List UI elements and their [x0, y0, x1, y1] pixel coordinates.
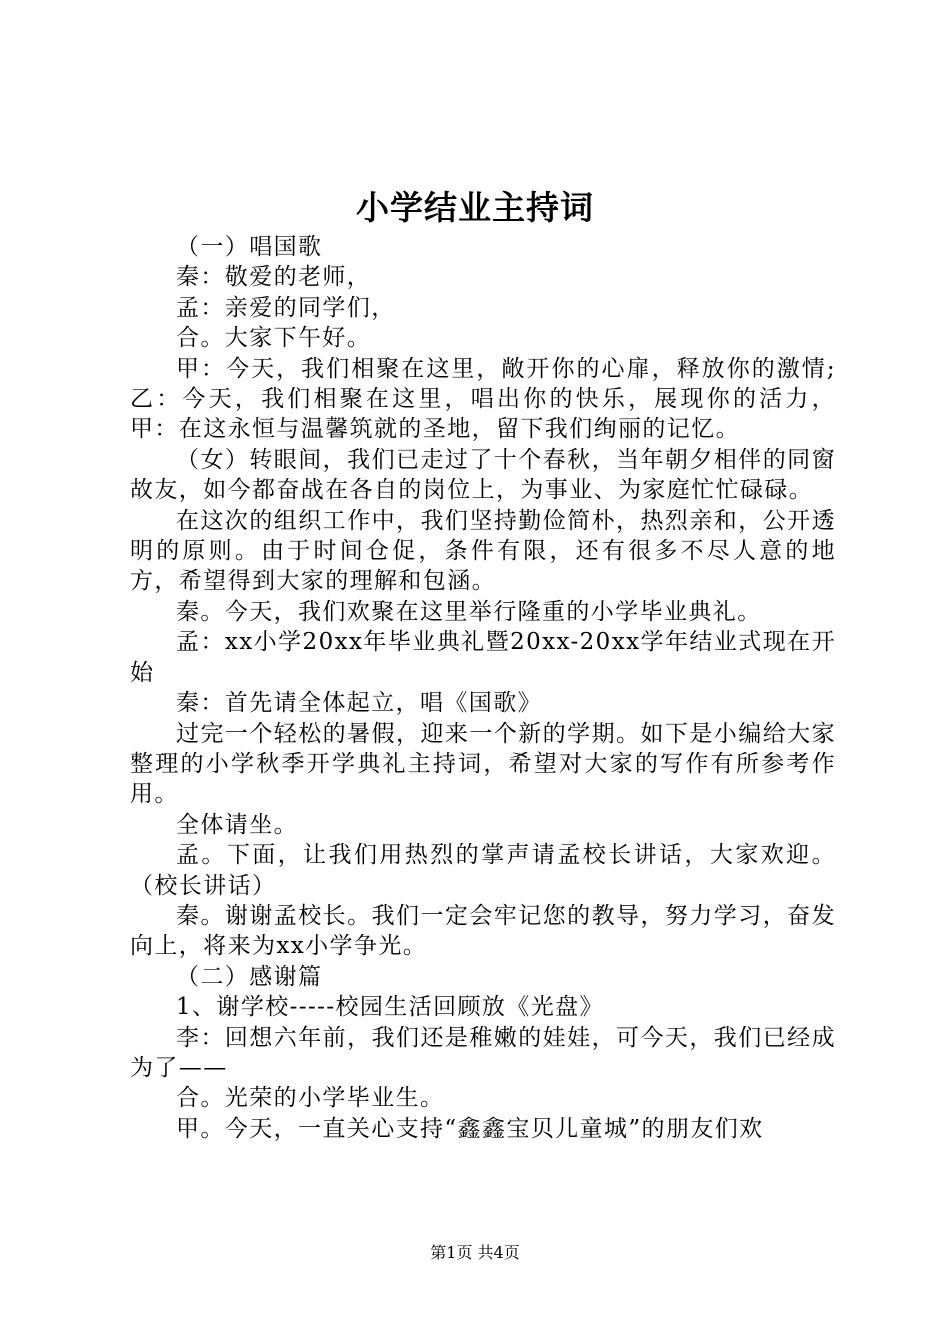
paragraph: 合。光荣的小学毕业生。 [176, 1085, 445, 1112]
document-body [130, 232, 836, 1144]
paragraph: 1、谢学校-----校园生活回顾放《光盘》 [176, 994, 604, 1021]
paragraph: 在这次的组织工作中，我们坚持勤俭简朴，热烈亲和，公开透明的原则。由于时间仓促，条件有限，还有很多不尽人意的地方，希望得到大家的理解和包涵。 [130, 507, 836, 595]
paragraph: 孟。下面，让我们用热烈的掌声请孟校长讲话，大家欢迎。（校长讲话） [130, 842, 836, 899]
paragraph: 甲：今天，我们相聚在这里，敞开你的心扉，释放你的激情;乙：今天，我们相聚在这里，唱出你的快乐，展现你的活力，甲：在这永恒与温馨筑就的圣地，留下我们绚丽的记忆。 [130, 355, 836, 443]
paragraph: 孟：xx小学20xx年毕业典礼暨20xx-20xx学年结业式现在开始 [130, 629, 836, 686]
paragraph: （一）唱国歌 [176, 234, 323, 260]
paragraph: （女）转眼间，我们已走过了十个春秋，当年朝夕相伴的同窗故友，如今都奋战在各自的岗位上，为事业、为家庭忙忙碌碌。 [130, 446, 836, 504]
paragraph: 秦。谢谢孟校长。我们一定会牢记您的教导，努力学习，奋发向上，将来为xx小学争光。 [130, 902, 836, 960]
paragraph: 秦：首先请全体起立，唱《国歌》 [176, 690, 542, 717]
paragraph: 秦。今天，我们欢聚在这里举行隆重的小学毕业典礼。 [176, 598, 762, 625]
paragraph: 全体请坐。 [176, 811, 298, 838]
page-number-footer: 第1页 共4页 [430, 1243, 520, 1262]
paragraph: 秦：敬爱的老师， [176, 264, 372, 291]
paragraph: 孟：亲爱的同学们， [176, 294, 396, 321]
paragraph: 过完一个轻松的暑假，迎来一个新的学期。如下是小编给大家整理的小学秋季开学典礼主持词，希望对大家的写作有所参考作用。 [130, 720, 836, 808]
document-title: 小学结业主持词 [356, 188, 594, 227]
paragraph: 李：回想六年前，我们还是稚嫩的娃娃，可今天，我们已经成为了—— [130, 1024, 836, 1081]
paragraph: （二）感谢篇 [176, 963, 323, 990]
paragraph: 甲。今天，一直关心支持“鑫鑫宝贝儿童城”的朋友们欢 [176, 1115, 764, 1142]
paragraph: 合。大家下午好。 [176, 325, 372, 352]
